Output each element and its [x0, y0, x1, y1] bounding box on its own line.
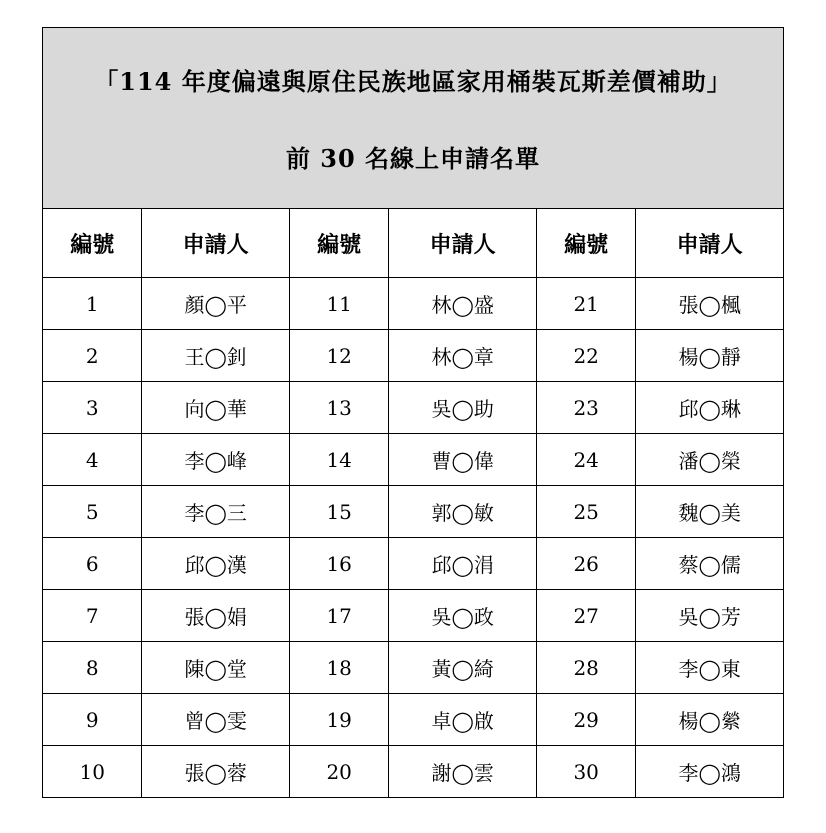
- table-row: [43, 330, 784, 382]
- cell-number: 28: [536, 642, 635, 694]
- cell-number: 27: [536, 590, 635, 642]
- cell-number: 21: [536, 278, 635, 330]
- header-applicant: 申請人: [142, 209, 290, 278]
- header-number: 編號: [43, 209, 142, 278]
- table-row: [43, 746, 784, 798]
- cell-number: 13: [289, 382, 388, 434]
- title-cell: [43, 28, 784, 209]
- cell-applicant: 潘◯榮: [636, 434, 784, 486]
- cell-applicant: 邱◯涓: [389, 538, 537, 590]
- cell-number: 22: [536, 330, 635, 382]
- cell-applicant: 曹◯偉: [389, 434, 537, 486]
- cell-applicant: 李◯峰: [142, 434, 290, 486]
- cell-applicant: 李◯鴻: [636, 746, 784, 798]
- cell-number: 20: [289, 746, 388, 798]
- cell-applicant: 陳◯堂: [142, 642, 290, 694]
- header-applicant: 申請人: [636, 209, 784, 278]
- document-title: 「114 年度偏遠與原住民族地區家用桶裝瓦斯差價補助」: [94, 67, 732, 96]
- applicant-list-sheet: [42, 27, 784, 798]
- cell-applicant: 張◯娟: [142, 590, 290, 642]
- cell-number: 1: [43, 278, 142, 330]
- table-row: [43, 694, 784, 746]
- cell-number: 23: [536, 382, 635, 434]
- cell-number: 5: [43, 486, 142, 538]
- cell-applicant: 郭◯敏: [389, 486, 537, 538]
- cell-number: 8: [43, 642, 142, 694]
- cell-number: 4: [43, 434, 142, 486]
- cell-applicant: 邱◯漢: [142, 538, 290, 590]
- cell-applicant: 卓◯啟: [389, 694, 537, 746]
- cell-applicant: 李◯東: [636, 642, 784, 694]
- cell-applicant: 吳◯助: [389, 382, 537, 434]
- cell-number: 9: [43, 694, 142, 746]
- table-row: [43, 486, 784, 538]
- cell-number: 16: [289, 538, 388, 590]
- cell-applicant: 顏◯平: [142, 278, 290, 330]
- applicant-table: [42, 27, 784, 798]
- cell-applicant: 曾◯雯: [142, 694, 290, 746]
- cell-number: 26: [536, 538, 635, 590]
- table-row: [43, 382, 784, 434]
- cell-applicant: 魏◯美: [636, 486, 784, 538]
- table-row: [43, 642, 784, 694]
- cell-applicant: 林◯章: [389, 330, 537, 382]
- cell-number: 30: [536, 746, 635, 798]
- header-applicant: 申請人: [389, 209, 537, 278]
- cell-applicant: 蔡◯儒: [636, 538, 784, 590]
- table-row: [43, 538, 784, 590]
- cell-number: 2: [43, 330, 142, 382]
- cell-number: 12: [289, 330, 388, 382]
- table-row: [43, 434, 784, 486]
- table-row: [43, 278, 784, 330]
- cell-number: 29: [536, 694, 635, 746]
- cell-applicant: 張◯楓: [636, 278, 784, 330]
- cell-number: 6: [43, 538, 142, 590]
- header-number: 編號: [536, 209, 635, 278]
- cell-applicant: 王◯釗: [142, 330, 290, 382]
- cell-applicant: 黃◯綺: [389, 642, 537, 694]
- cell-number: 24: [536, 434, 635, 486]
- cell-number: 7: [43, 590, 142, 642]
- table-row: [43, 590, 784, 642]
- cell-applicant: 楊◯靜: [636, 330, 784, 382]
- cell-applicant: 吳◯芳: [636, 590, 784, 642]
- cell-number: 15: [289, 486, 388, 538]
- cell-number: 10: [43, 746, 142, 798]
- cell-number: 3: [43, 382, 142, 434]
- cell-applicant: 吳◯政: [389, 590, 537, 642]
- cell-applicant: 謝◯雲: [389, 746, 537, 798]
- cell-number: 18: [289, 642, 388, 694]
- document-subtitle: 前 30 名線上申請名單: [285, 144, 541, 173]
- cell-applicant: 向◯華: [142, 382, 290, 434]
- cell-applicant: 李◯三: [142, 486, 290, 538]
- cell-applicant: 張◯蓉: [142, 746, 290, 798]
- title-row: [43, 28, 784, 209]
- cell-number: 25: [536, 486, 635, 538]
- cell-number: 17: [289, 590, 388, 642]
- cell-applicant: 林◯盛: [389, 278, 537, 330]
- cell-applicant: 邱◯琳: [636, 382, 784, 434]
- cell-number: 11: [289, 278, 388, 330]
- cell-number: 19: [289, 694, 388, 746]
- cell-number: 14: [289, 434, 388, 486]
- header-number: 編號: [289, 209, 388, 278]
- header-row: [43, 209, 784, 278]
- cell-applicant: 楊◯縈: [636, 694, 784, 746]
